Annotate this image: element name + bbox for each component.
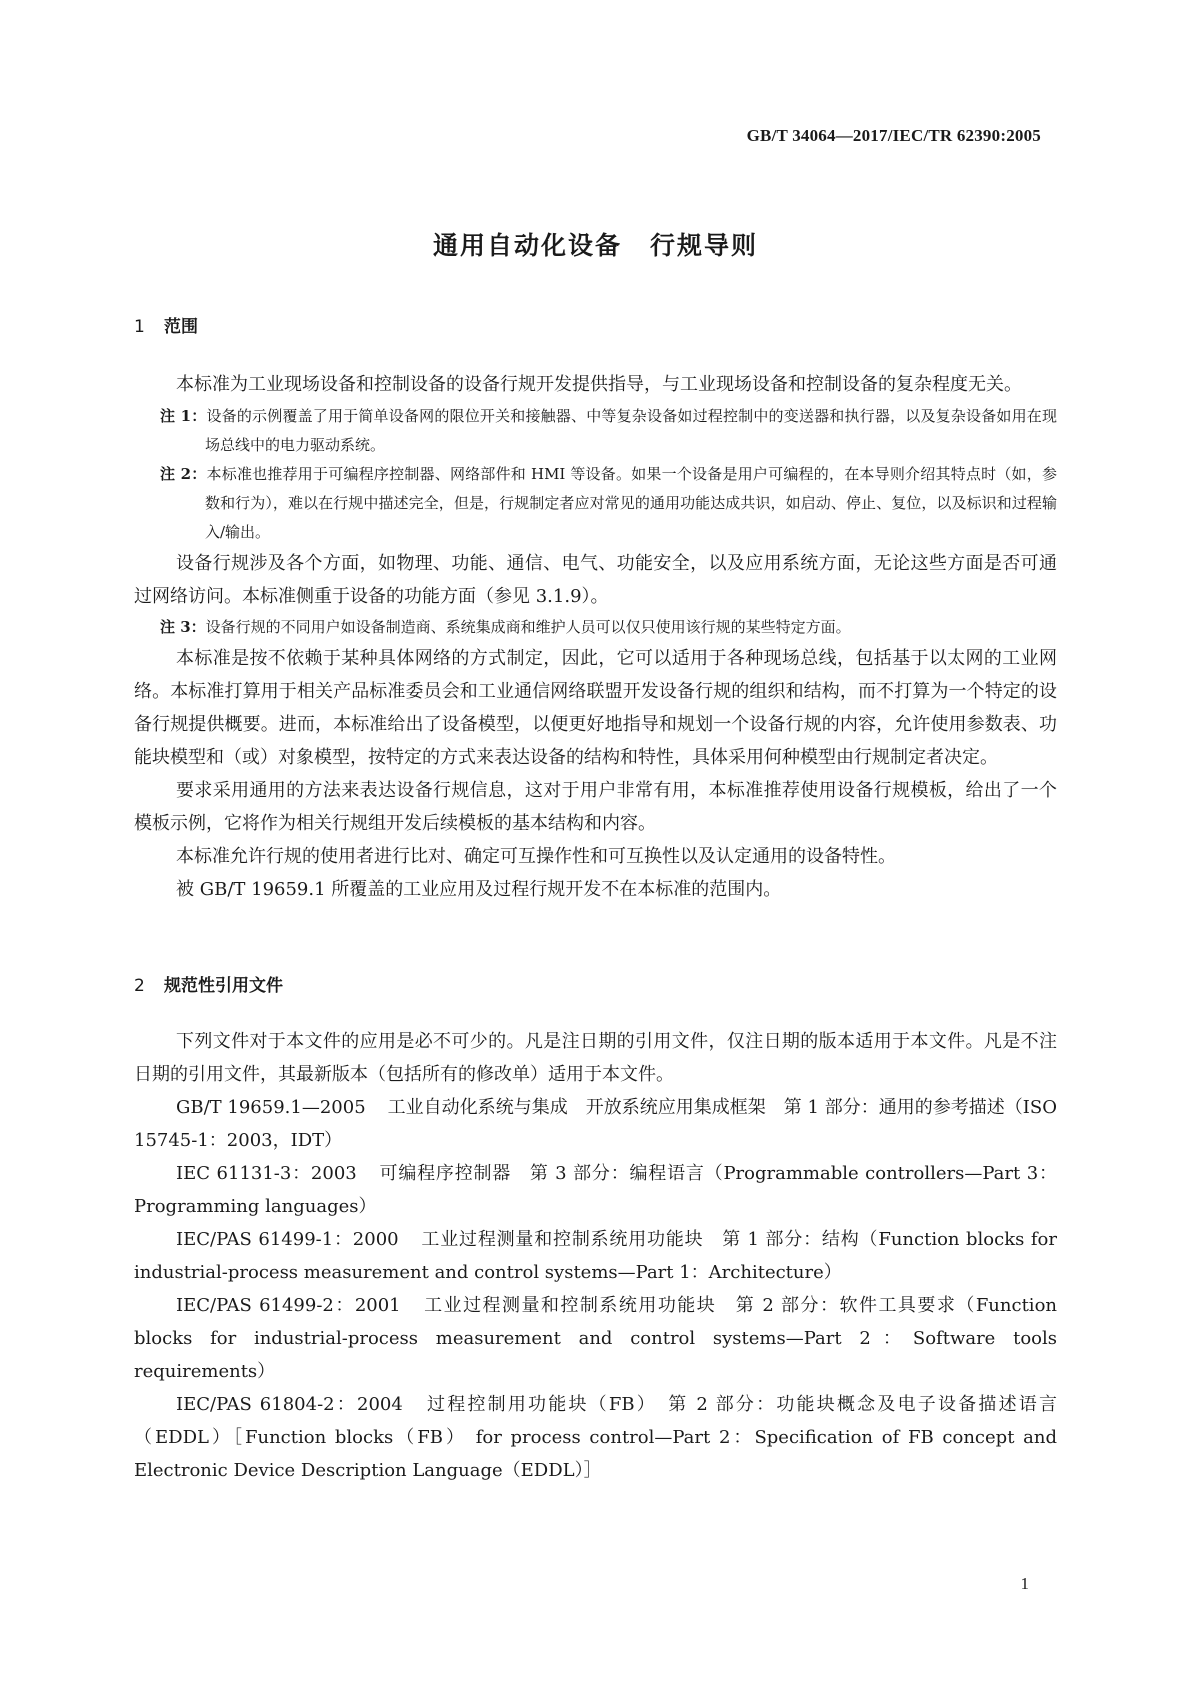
document-title bbox=[0, 226, 1191, 262]
note-1-text: 设备的示例覆盖了用于简单设备网的限位开关和接触器、中等复杂设备如过程控制中的变送器和执行器，以及复杂设备如用在现场总线中的电力驱动系统。 bbox=[205, 407, 1057, 454]
scope-paragraph-2: 设备行规涉及各个方面，如物理、功能、通信、电气、功能安全，以及应用系统方面，无论这些方面是否可通过网络访问。本标准侧重于设备的功能方面（参见 3.1.9）。 bbox=[134, 553, 1057, 607]
reference-title: 工业过程测量和控制系统用功能块 第 1 部分：结构（Function blocks for industrial-process measurement and control systems—Part 1：Architecture） bbox=[134, 1229, 1057, 1283]
reference-item bbox=[134, 1157, 1057, 1223]
note-3-label: 注 3： bbox=[160, 618, 206, 636]
page-number: 1 bbox=[1020, 1574, 1029, 1593]
section-1-heading bbox=[134, 312, 198, 337]
scope-paragraph-6: 被 GB/T 19659.1 所覆盖的工业应用及过程行规开发不在本标准的范围内。 bbox=[176, 879, 782, 900]
note-3-text: 设备行规的不同用户如设备制造商、系统集成商和维护人员可以仅只使用该行规的某些特定方面。 bbox=[205, 618, 851, 636]
standard-code: GB/T 34064—2017/IEC/TR 62390:2005 bbox=[746, 126, 1041, 145]
section-2-heading bbox=[134, 971, 283, 996]
section-1-number: 1 bbox=[134, 317, 145, 337]
reference-title: 工业过程测量和控制系统用功能块 第 2 部分：软件工具要求（Function blocks for industrial-process measurement and control systems—Part 2：Software tools requirements） bbox=[134, 1295, 1057, 1382]
note-3 bbox=[134, 613, 1057, 642]
reference-title: 可编程序控制器 第 3 部分：编程语言（Programmable controllers—Part 3：Programming languages） bbox=[134, 1163, 1057, 1217]
scope-paragraph-5: 本标准允许行规的使用者进行比对、确定可互操作性和可互换性以及认定通用的设备特性。 bbox=[176, 846, 896, 867]
section-1-body bbox=[134, 368, 1057, 906]
section-2-number: 2 bbox=[134, 976, 145, 996]
reference-title: 过程控制用功能块（FB） 第 2 部分：功能块概念及电子设备描述语言（EDDL）［Function blocks（FB） for process control—Part 2：Specification of FB concept and Electronic Device Description Language（EDDL）］ bbox=[134, 1394, 1058, 1481]
note-2-label: 注 2： bbox=[160, 465, 207, 483]
note-1 bbox=[134, 402, 1057, 460]
scope-paragraph-1: 本标准为工业现场设备和控制设备的设备行规开发提供指导，与工业现场设备和控制设备的复杂程度无关。 bbox=[176, 374, 1022, 395]
scope-paragraph-3: 本标准是按不依赖于某种具体网络的方式制定，因此，它可以适用于各种现场总线，包括基于以太网的工业网络。本标准打算用于相关产品标准委员会和工业通信网络联盟开发设备行规的组织和结构，而不打算为一个特定的设备行规提供概要。进而，本标准给出了设备模型，以便更好地指导和规划一个设备行规的内容，允许使用参数表、功能块模型和（或）对象模型，按特定的方式来表达设备的结构和特性，具体采用何种模型由行规制定者决定。 bbox=[134, 648, 1057, 768]
reference-item bbox=[134, 1289, 1057, 1388]
document-title-part1: 通用自动化设备 bbox=[432, 231, 622, 260]
section-2-body bbox=[134, 1025, 1057, 1487]
reference-code: IEC/PAS 61804-2：2004 bbox=[176, 1394, 403, 1415]
reference-item bbox=[134, 1223, 1057, 1289]
document-title-part2: 行规导则 bbox=[650, 231, 759, 260]
note-2-text: 本标准也推荐用于可编程序控制器、网络部件和 HMI 等设备。如果一个设备是用户可编程的，在本导则介绍其特点时（如，参数和行为），难以在行规中描述完全，但是，行规制定者应对常见的通用功能达成共识，如启动、停止、复位，以及标识和过程输入/输出。 bbox=[205, 465, 1057, 541]
reference-code: IEC/PAS 61499-2：2001 bbox=[176, 1295, 401, 1316]
reference-code: IEC 61131-3：2003 bbox=[176, 1163, 357, 1184]
section-1-title: 范围 bbox=[164, 317, 198, 337]
reference-item bbox=[134, 1091, 1057, 1157]
scope-paragraph-4: 要求采用通用的方法来表达设备行规信息，这对于用户非常有用，本标准推荐使用设备行规模板，给出了一个模板示例，它将作为相关行规组开发后续模板的基本结构和内容。 bbox=[134, 780, 1057, 834]
reference-title: 工业自动化系统与集成 开放系统应用集成框架 第 1 部分：通用的参考描述（ISO 15745-1：2003，IDT） bbox=[134, 1097, 1057, 1151]
note-2 bbox=[134, 460, 1057, 547]
reference-code: GB/T 19659.1—2005 bbox=[176, 1097, 366, 1118]
normative-refs-intro: 下列文件对于本文件的应用是必不可少的。凡是注日期的引用文件，仅注日期的版本适用于本文件。凡是不注日期的引用文件，其最新版本（包括所有的修改单）适用于本文件。 bbox=[134, 1031, 1057, 1085]
reference-item bbox=[134, 1388, 1057, 1487]
section-2-title: 规范性引用文件 bbox=[164, 976, 283, 996]
reference-code: IEC/PAS 61499-1：2000 bbox=[176, 1229, 399, 1250]
note-1-label: 注 1： bbox=[160, 407, 207, 425]
